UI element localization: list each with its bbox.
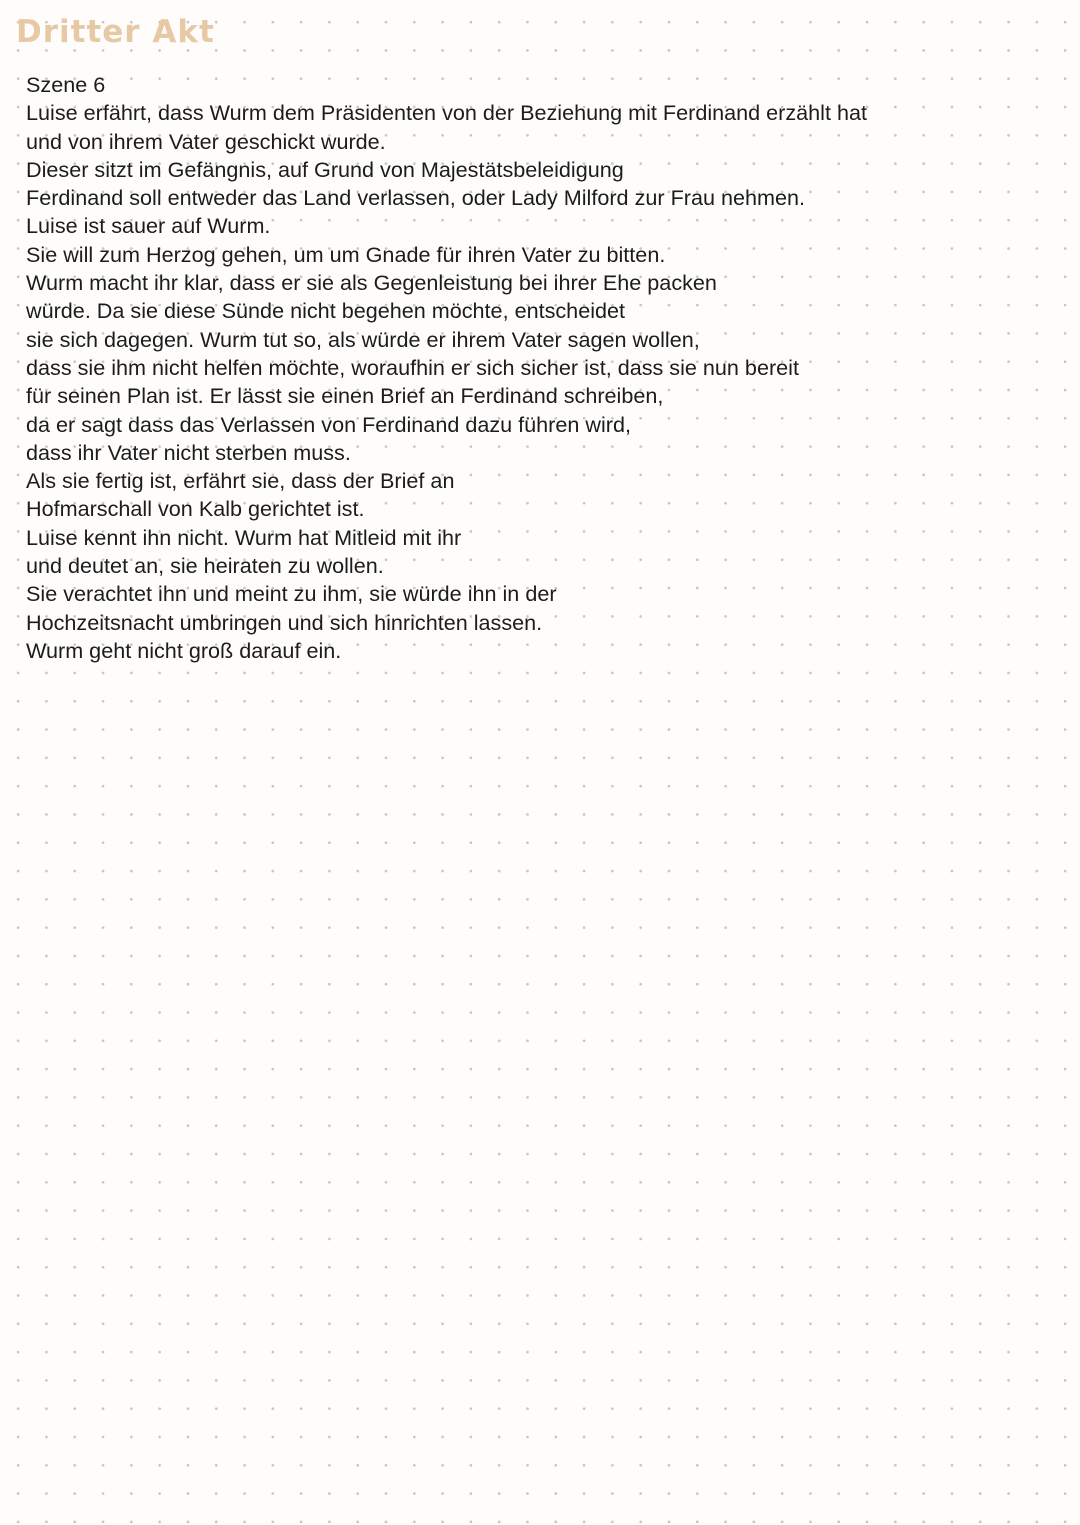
note-line: Luise erfährt, dass Wurm dem Präsidenten von der Beziehung mit Ferdinand erzählt hat xyxy=(26,100,867,126)
note-line: Hofmarschall von Kalb gerichtet ist. xyxy=(26,496,365,522)
note-line: sie sich dagegen. Wurm tut so, als würde er ihrem Vater sagen wollen, xyxy=(26,326,700,352)
note-line: Als sie fertig ist, erfährt sie, dass der Brief an xyxy=(26,468,455,494)
note-line: Sie verachtet ihn und meint zu ihm, sie würde ihn in der xyxy=(26,581,557,607)
note-line: Szene 6 xyxy=(26,72,106,97)
note-line: Wurm geht nicht groß darauf ein. xyxy=(26,637,342,663)
note-line: dass sie ihm nicht helfen möchte, woraufhin er sich sicher ist, dass sie nun bereit xyxy=(26,354,799,380)
note-line: dass ihr Vater nicht sterben muss. xyxy=(26,439,351,465)
note-line: Ferdinand soll entweder das Land verlassen, oder Lady Milford zur Frau nehmen. xyxy=(26,185,805,211)
note-line: für seinen Plan ist. Er lässt sie einen Brief an Ferdinand schreiben, xyxy=(26,383,664,409)
note-line: Sie will zum Herzog gehen, um um Gnade für ihren Vater zu bitten. xyxy=(26,241,666,267)
note-line: würde. Da sie diese Sünde nicht begehen möchte, entscheidet xyxy=(26,298,626,324)
page-heading: Dritter Akt xyxy=(16,14,215,50)
note-line: und von ihrem Vater geschickt wurde. xyxy=(26,128,386,154)
note-line: Wurm macht ihr klar, dass er sie als Gegenleistung bei ihrer Ehe packen xyxy=(26,270,717,296)
note-line: Dieser sitzt im Gefängnis, auf Grund von Majestätsbeleidigung xyxy=(26,156,624,182)
note-line: und deutet an, sie heiraten zu wollen. xyxy=(26,553,384,579)
note-line: Luise kennt ihn nicht. Wurm hat Mitleid mit ihr xyxy=(26,524,462,550)
note-line: Hochzeitsnacht umbringen und sich hinrichten lassen. xyxy=(26,609,543,635)
scene-notes xyxy=(26,71,1046,665)
note-line: da er sagt dass das Verlassen von Ferdinand dazu führen wird, xyxy=(26,411,631,437)
note-line: Luise ist sauer auf Wurm. xyxy=(26,213,271,239)
